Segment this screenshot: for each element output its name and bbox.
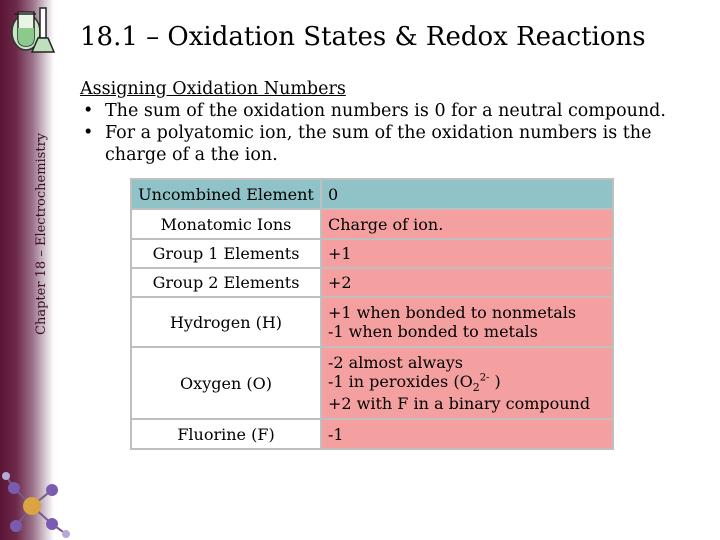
table-cell-value: 0 — [321, 179, 613, 209]
table-row — [131, 268, 613, 297]
table-cell-label: Uncombined Element — [131, 179, 321, 209]
table-row — [131, 209, 613, 239]
peroxide-subscript: 2 — [472, 381, 480, 395]
table-cell-label: Group 1 Elements — [131, 239, 321, 268]
intro-text — [80, 78, 700, 166]
value-line: +1 — [328, 244, 352, 263]
peroxide-text: -1 in peroxides (O — [328, 371, 473, 391]
table-cell-value — [321, 209, 613, 239]
table-cell-value — [321, 297, 613, 347]
table-row — [131, 347, 613, 419]
peroxide-superscript: 2- — [479, 372, 490, 384]
slide-title: 18.1 – Oxidation States & Redox Reactions — [80, 22, 646, 52]
value-line: -2 almost always — [328, 352, 463, 372]
table-cell-value — [321, 347, 613, 419]
oxidation-rules-table — [130, 178, 614, 450]
value-line: -1 — [328, 424, 344, 444]
table-cell-label: Fluorine (F) — [131, 419, 321, 449]
table-row — [131, 419, 613, 449]
table-cell-label: Monatomic Ions — [131, 209, 321, 239]
table-cell-label: Oxygen (O) — [131, 347, 321, 419]
chapter-label: Chapter 18 – Electrochemistry — [34, 132, 49, 335]
value-line: -1 when bonded to metals — [328, 322, 538, 341]
peroxide-close: ) — [489, 371, 501, 391]
value-line: +1 when bonded to nonmetals — [328, 303, 577, 322]
molecule-icon — [2, 466, 72, 540]
table-cell-label: Hydrogen (H) — [131, 297, 321, 347]
bullet-item — [80, 100, 700, 122]
value-line: +2 with F in a binary compound — [328, 394, 591, 414]
bullet-dot-icon: • — [83, 123, 94, 143]
table-cell-value — [321, 239, 613, 268]
value-line: +2 — [328, 273, 352, 292]
bullet-text: For a polyatomic ion, the sum of the oxidation numbers is the charge of a the ion. — [105, 123, 652, 165]
bullet-dot-icon: • — [83, 101, 94, 121]
value-line: Charge of ion. — [328, 214, 444, 234]
sidebar — [0, 0, 54, 540]
lab-glassware-icon — [4, 4, 56, 56]
intro-heading: Assigning Oxidation Numbers — [80, 79, 346, 99]
table-cell-value — [321, 419, 613, 449]
bullet-item — [80, 122, 700, 166]
table-row — [131, 239, 613, 268]
table-row — [131, 297, 613, 347]
table-cell-label: Group 2 Elements — [131, 268, 321, 297]
bullet-text: The sum of the oxidation numbers is 0 for a neutral compound. — [105, 101, 666, 121]
value-line — [328, 372, 606, 394]
table-cell-value — [321, 268, 613, 297]
table-header-row — [131, 179, 613, 209]
